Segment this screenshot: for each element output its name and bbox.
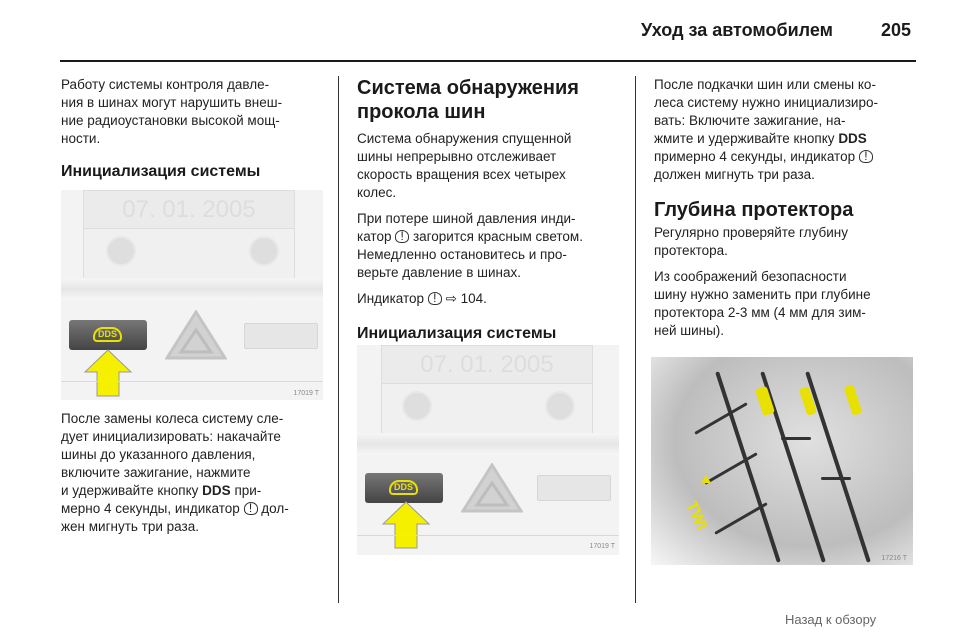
radio-knob-left bbox=[402, 391, 432, 421]
back-to-overview-link[interactable]: Назад к обзору bbox=[785, 612, 877, 627]
system-description-paragraph: Система обнаружения спущенной шины непрерывно отслеживает скорость вращения всех четырех колес. bbox=[357, 131, 572, 200]
hazard-triangle-icon bbox=[461, 463, 523, 513]
column-divider bbox=[338, 76, 339, 603]
tread-groove bbox=[821, 477, 851, 480]
tread-replacement-paragraph: Из соображений безопасности шину нужно заменить при глубине протектора 2-3 мм (4 мм для зим- ней шины). bbox=[654, 269, 871, 338]
header-divider bbox=[60, 60, 916, 62]
section-title: Уход за автомобилем bbox=[641, 20, 833, 40]
yellow-arrow-icon bbox=[83, 348, 133, 398]
dds-tire-icon: DDS bbox=[93, 327, 122, 342]
yellow-arrow-icon bbox=[381, 500, 431, 550]
tread-groove bbox=[714, 502, 767, 535]
divider-line bbox=[61, 381, 323, 382]
tread-wear-indicator bbox=[844, 384, 863, 416]
column-1 bbox=[61, 76, 331, 182]
tire-pressure-warning-icon: ! bbox=[244, 502, 258, 515]
switch-slot bbox=[537, 475, 611, 501]
dds-keyword: DDS bbox=[202, 483, 231, 498]
hazard-triangle-icon bbox=[165, 310, 227, 360]
dds-button bbox=[69, 320, 147, 350]
dds-keyword: DDS bbox=[838, 131, 867, 146]
initialization-paragraph: После замены колеса систему сле- дует инициализировать: накачайте шины до указанного давления, включите зажигание, нажмите и удерживайте кнопку DDS при- мерно 4 секунды, индикатор ! дол- жен мигнуть три раза. bbox=[61, 411, 289, 534]
indicator-reference: Индикатор ! ⇨ 104. bbox=[357, 291, 487, 306]
twi-label: TWI bbox=[682, 498, 711, 533]
radio-display: 07. 01. 2005 bbox=[83, 190, 295, 230]
twi-marker-triangle-icon bbox=[701, 475, 711, 483]
dds-button-illustration bbox=[61, 190, 323, 400]
dds-button-illustration bbox=[357, 345, 619, 555]
radio-knob-right bbox=[249, 236, 279, 266]
column-divider bbox=[635, 76, 636, 603]
figure-caption: 17019 T bbox=[589, 543, 615, 550]
dds-tire-icon: DDS bbox=[389, 480, 418, 495]
radio-display: 07. 01. 2005 bbox=[381, 345, 593, 385]
column-1-body bbox=[61, 410, 331, 544]
reinitialization-paragraph: После подкачки шин или смены ко- леса систему нужно инициализиро- вать: Включите зажигание, на- жмите и удерживайте кнопку DDS примерно 4 секунды, индикатор ! должен мигнуть три раза. bbox=[654, 77, 878, 182]
tire-pressure-warning-icon: ! bbox=[859, 150, 873, 163]
radio-knob-right bbox=[545, 391, 575, 421]
tread-check-paragraph: Регулярно проверяйте глубину протектора. bbox=[654, 225, 848, 258]
figure-caption: 17019 T bbox=[293, 390, 319, 397]
section-heading-deflation-detection: Система обнаружения прокола шин bbox=[357, 77, 579, 123]
tread-groove bbox=[694, 402, 747, 435]
pressure-loss-paragraph: При потере шиной давления инди- катор ! загорится красным светом. Немедленно остановитесь и про- верьте давление в шинах. bbox=[357, 211, 583, 280]
section-heading-tread-depth: Глубина протектора bbox=[654, 199, 854, 221]
column-3 bbox=[654, 76, 919, 348]
tire-pressure-warning-icon: ! bbox=[395, 230, 409, 243]
divider-line bbox=[357, 535, 619, 536]
intro-paragraph: Работу системы контроля давле- ния в шинах могут нарушить внеш- ние радиоустановки высокой мощ- ности. bbox=[61, 77, 283, 146]
page-number: 205 bbox=[881, 20, 912, 40]
column-2 bbox=[357, 76, 627, 344]
dashboard-band bbox=[357, 433, 619, 455]
subheading-initialization: Инициализация системы bbox=[61, 163, 261, 180]
figure-caption: 17216 T bbox=[881, 555, 907, 562]
radio-knob-left bbox=[106, 236, 136, 266]
dds-button bbox=[365, 473, 443, 503]
switch-slot bbox=[244, 323, 318, 349]
tire-pressure-warning-icon: ! bbox=[428, 292, 442, 305]
page-reference-arrow-icon: ⇨ bbox=[445, 291, 457, 306]
subheading-initialization: Инициализация системы bbox=[357, 325, 557, 342]
dashboard-band bbox=[61, 278, 323, 300]
tread-groove bbox=[781, 437, 811, 440]
tire-tread-illustration bbox=[651, 357, 913, 565]
page-reference-link[interactable]: 104. bbox=[460, 291, 487, 306]
